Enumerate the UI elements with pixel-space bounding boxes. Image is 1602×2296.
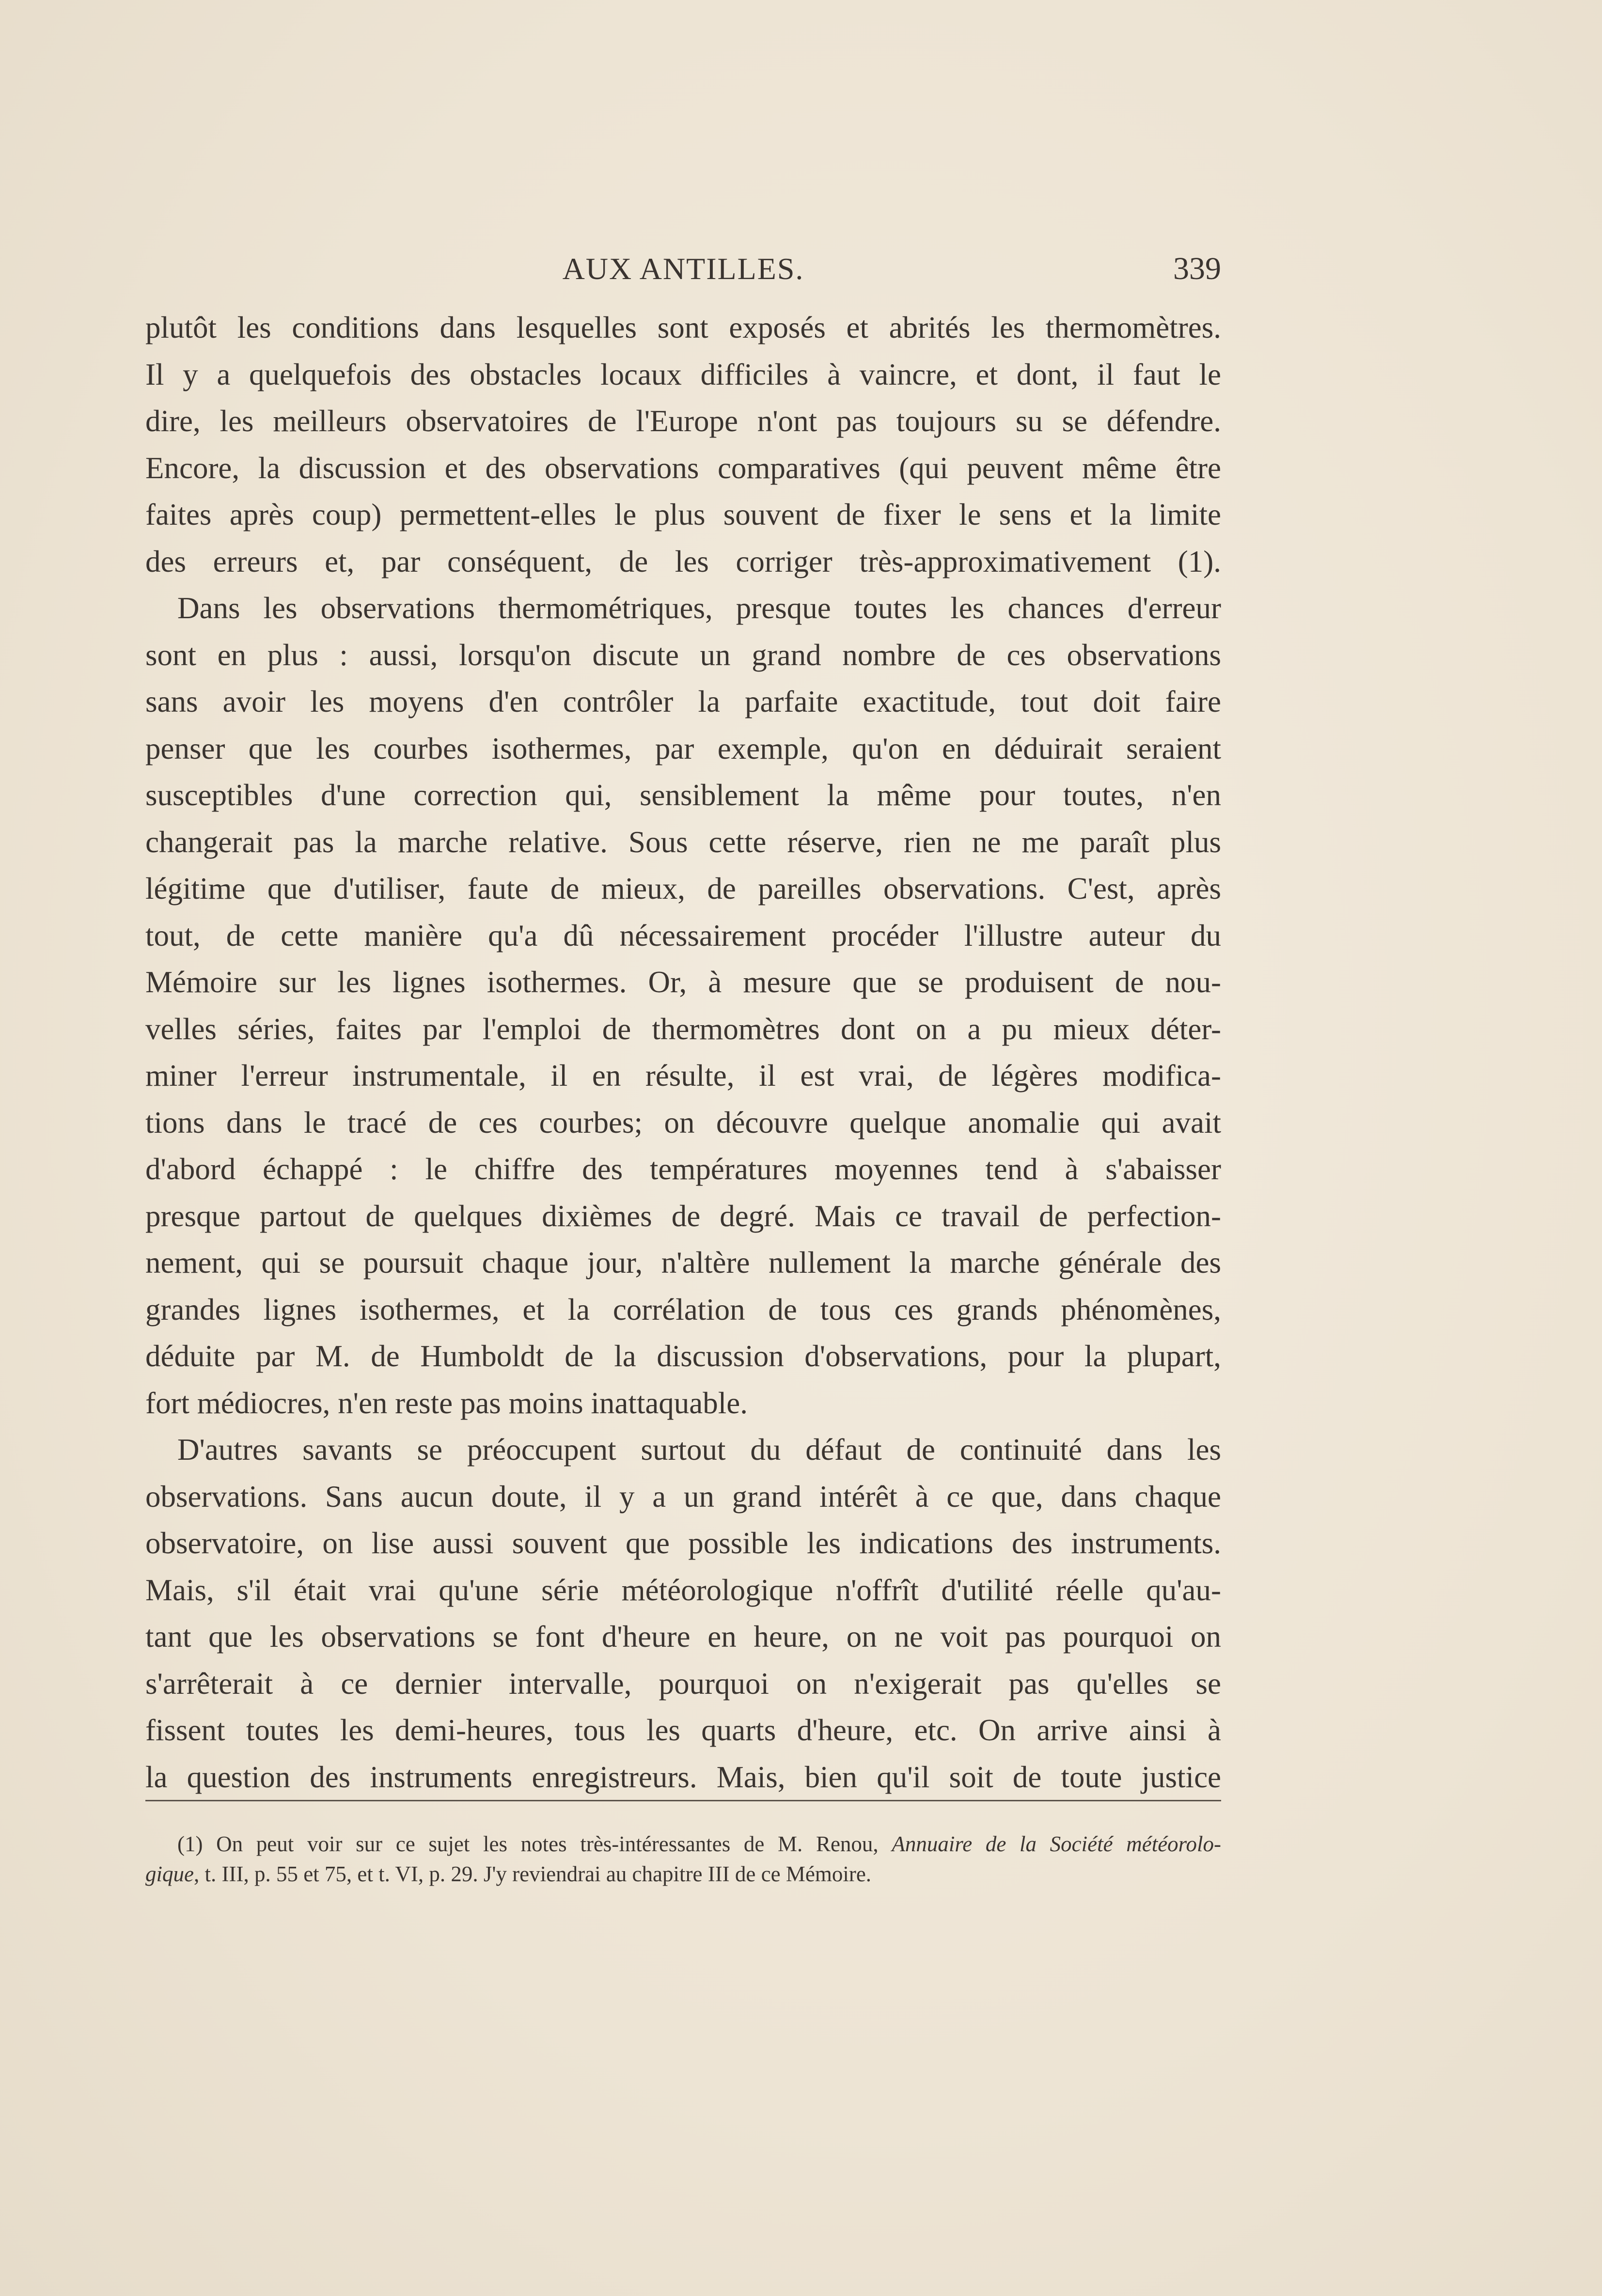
text-line: changerait pas la marche relative. Sous cette réserve, rien ne me paraît plus: [145, 825, 1221, 859]
text-line: Encore, la discussion et des observations comparatives (qui peuvent même être: [145, 451, 1221, 485]
paragraph-3: [145, 1426, 1221, 1800]
text-line: plutôt les conditions dans lesquelles sont exposés et abrités les thermomètres.: [145, 311, 1221, 344]
text-line: faites après coup) permettent-elles le plus souvent de fixer le sens et la limite: [145, 498, 1221, 531]
text-line: tout, de cette manière qu'a dû nécessairement procéder l'illustre auteur du: [145, 918, 1221, 953]
text-line: Dans les observations thermométriques, presque toutes les chances d'erreur: [177, 591, 1221, 625]
text-line: susceptibles d'une correction qui, sensiblement la même pour toutes, n'en: [145, 778, 1221, 812]
page-number: 339: [1173, 251, 1221, 286]
paragraph-1: [145, 304, 1221, 585]
text-line: s'arrêterait à ce dernier intervalle, pourquoi on n'exigerait pas qu'elles se: [145, 1666, 1221, 1701]
text-line: déduite par M. de Humboldt de la discussion d'observations, pour la plupart,: [145, 1339, 1221, 1373]
text-line: d'abord échappé : le chiffre des températures moyennes tend à s'abaisser: [145, 1152, 1221, 1186]
text-line: dire, les meilleurs observatoires de l'Europe n'ont pas toujours su se défendre.: [145, 404, 1221, 438]
text-line: miner l'erreur instrumentale, il en résulte, il est vrai, de légères modifica-: [145, 1059, 1221, 1093]
text-line: velles séries, faites par l'emploi de thermomètres dont on a pu mieux déter-: [145, 1012, 1221, 1046]
footnote-text: , t. III, p. 55 et 75, et t. VI, p. 29. J'y reviendrai au chapitre III de ce Mémoire.: [193, 1862, 872, 1886]
text-line: fort médiocres, n'en reste pas moins inattaquable.: [145, 1386, 748, 1420]
text-line: Mais, s'il était vrai qu'une série météorologique n'offrît d'utilité réelle qu'au-: [145, 1573, 1221, 1607]
text-line: D'autres savants se préoccupent surtout du défaut de continuité dans les: [177, 1433, 1221, 1467]
footnote-journal-title: Annuaire de la Société météorolo-: [892, 1832, 1221, 1856]
footnote-journal-title-end: gique: [145, 1862, 194, 1886]
text-line: Mémoire sur les lignes isothermes. Or, à mesure que se produisent de nou-: [145, 965, 1221, 999]
running-title: AUX ANTILLES.: [562, 251, 804, 286]
footnote-text: On peut voir sur ce sujet les notes très-intéressantes de M. Renou,: [203, 1832, 892, 1856]
text-line: penser que les courbes isothermes, par exemple, qu'on en déduirait seraient: [145, 731, 1221, 765]
footnotes: [145, 1829, 1221, 1889]
paragraph-2: [145, 585, 1221, 1426]
text-line: presque partout de quelques dixièmes de degré. Mais ce travail de perfection-: [145, 1199, 1221, 1233]
footnote-rule: [145, 1800, 1221, 1801]
text-line: des erreurs et, par conséquent, de les corriger très-approximativement (1).: [145, 544, 1221, 578]
text-line: grandes lignes isothermes, et la corrélation de tous ces grands phénomènes,: [145, 1292, 1221, 1327]
text-line: légitime que d'utiliser, faute de mieux, de pareilles observations. C'est, après: [145, 872, 1221, 906]
text-line: observatoire, on lise aussi souvent que possible les indications des instruments.: [145, 1526, 1221, 1560]
running-head: [145, 247, 1221, 291]
footnote-marker: (1): [177, 1832, 203, 1856]
body-text: [145, 304, 1221, 1800]
text-line: tions dans le tracé de ces courbes; on découvre quelque anomalie qui avait: [145, 1105, 1221, 1140]
text-line: la question des instruments enregistreurs. Mais, bien qu'il soit de toute justice: [145, 1760, 1221, 1794]
text-line: nement, qui se poursuit chaque jour, n'altère nullement la marche générale des: [145, 1246, 1221, 1280]
footnote-line: [145, 1859, 1221, 1889]
text-line: sont en plus : aussi, lorsqu'on discute un grand nombre de ces observations: [145, 638, 1221, 672]
text-line: fissent toutes les demi-heures, tous les quarts d'heure, etc. On arrive ainsi à: [145, 1713, 1221, 1747]
text-line: tant que les observations se font d'heure en heure, on ne voit pas pourquoi on: [145, 1620, 1221, 1654]
text-line: Il y a quelquefois des obstacles locaux difficiles à vaincre, et dont, il faut le: [145, 357, 1221, 391]
text-line: observations. Sans aucun doute, il y a un grand intérêt à ce que, dans chaque: [145, 1479, 1221, 1514]
footnote-line: [145, 1829, 1221, 1859]
text-line: sans avoir les moyens d'en contrôler la parfaite exactitude, tout doit faire: [145, 685, 1221, 718]
